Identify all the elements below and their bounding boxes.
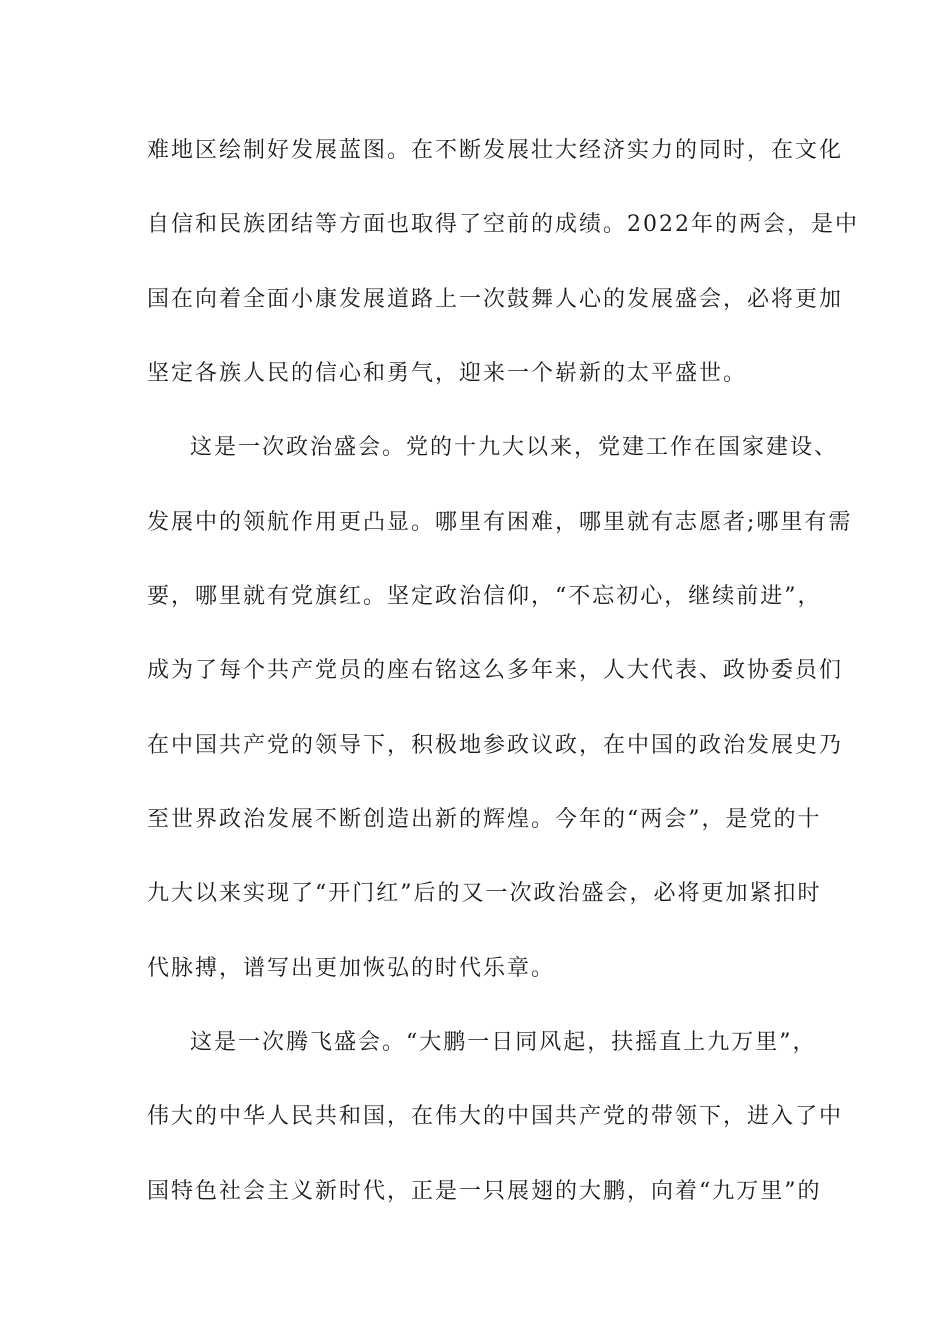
- text-line: 发展中的领航作用更凸显。哪里有困难，哪里就有志愿者;哪里有需: [147, 510, 853, 535]
- paragraph-first-line: 这是一次腾飞盛会。“大鹏一日同风起，扶摇直上九万里”，: [190, 1030, 817, 1055]
- text-line: 伟大的中华人民共和国，在伟大的中国共产党的带领下，进入了中: [147, 1104, 844, 1129]
- text-line: 国特色社会主义新时代，正是一只展翅的大鹏，向着“九万里”的: [147, 1179, 822, 1204]
- text-line: 国在向着全面小康发展道路上一次鼓舞人心的发展盛会，必将更加: [147, 287, 844, 312]
- text-line: 坚定各族人民的信心和勇气，迎来一个崭新的太平盛世。: [147, 361, 748, 386]
- text-line: 要，哪里就有党旗红。坚定政治信仰，“不忘初心，继续前进”，: [147, 584, 822, 609]
- text-line: 在中国共产党的领导下，积极地参政议政，在中国的政治发展史乃: [147, 733, 844, 758]
- text-line: 代脉搏，谱写出更加恢弘的时代乐章。: [147, 956, 556, 981]
- text-line: 自信和民族团结等方面也取得了空前的成绩。2022年的两会，是中: [147, 212, 859, 237]
- text-line: 难地区绘制好发展蓝图。在不断发展壮大经济实力的同时，在文化: [147, 138, 844, 163]
- text-line: 九大以来实现了“开门红”后的又一次政治盛会，必将更加紧扣时: [147, 881, 822, 906]
- text-line: 至世界政治发展不断创造出新的辉煌。今年的“两会”，是党的十: [147, 807, 822, 832]
- text-line: 成为了每个共产党员的座右铭这么多年来，人大代表、政协委员们: [147, 658, 844, 683]
- paragraph-first-line: 这是一次政治盛会。党的十九大以来，党建工作在国家建设、: [190, 435, 839, 460]
